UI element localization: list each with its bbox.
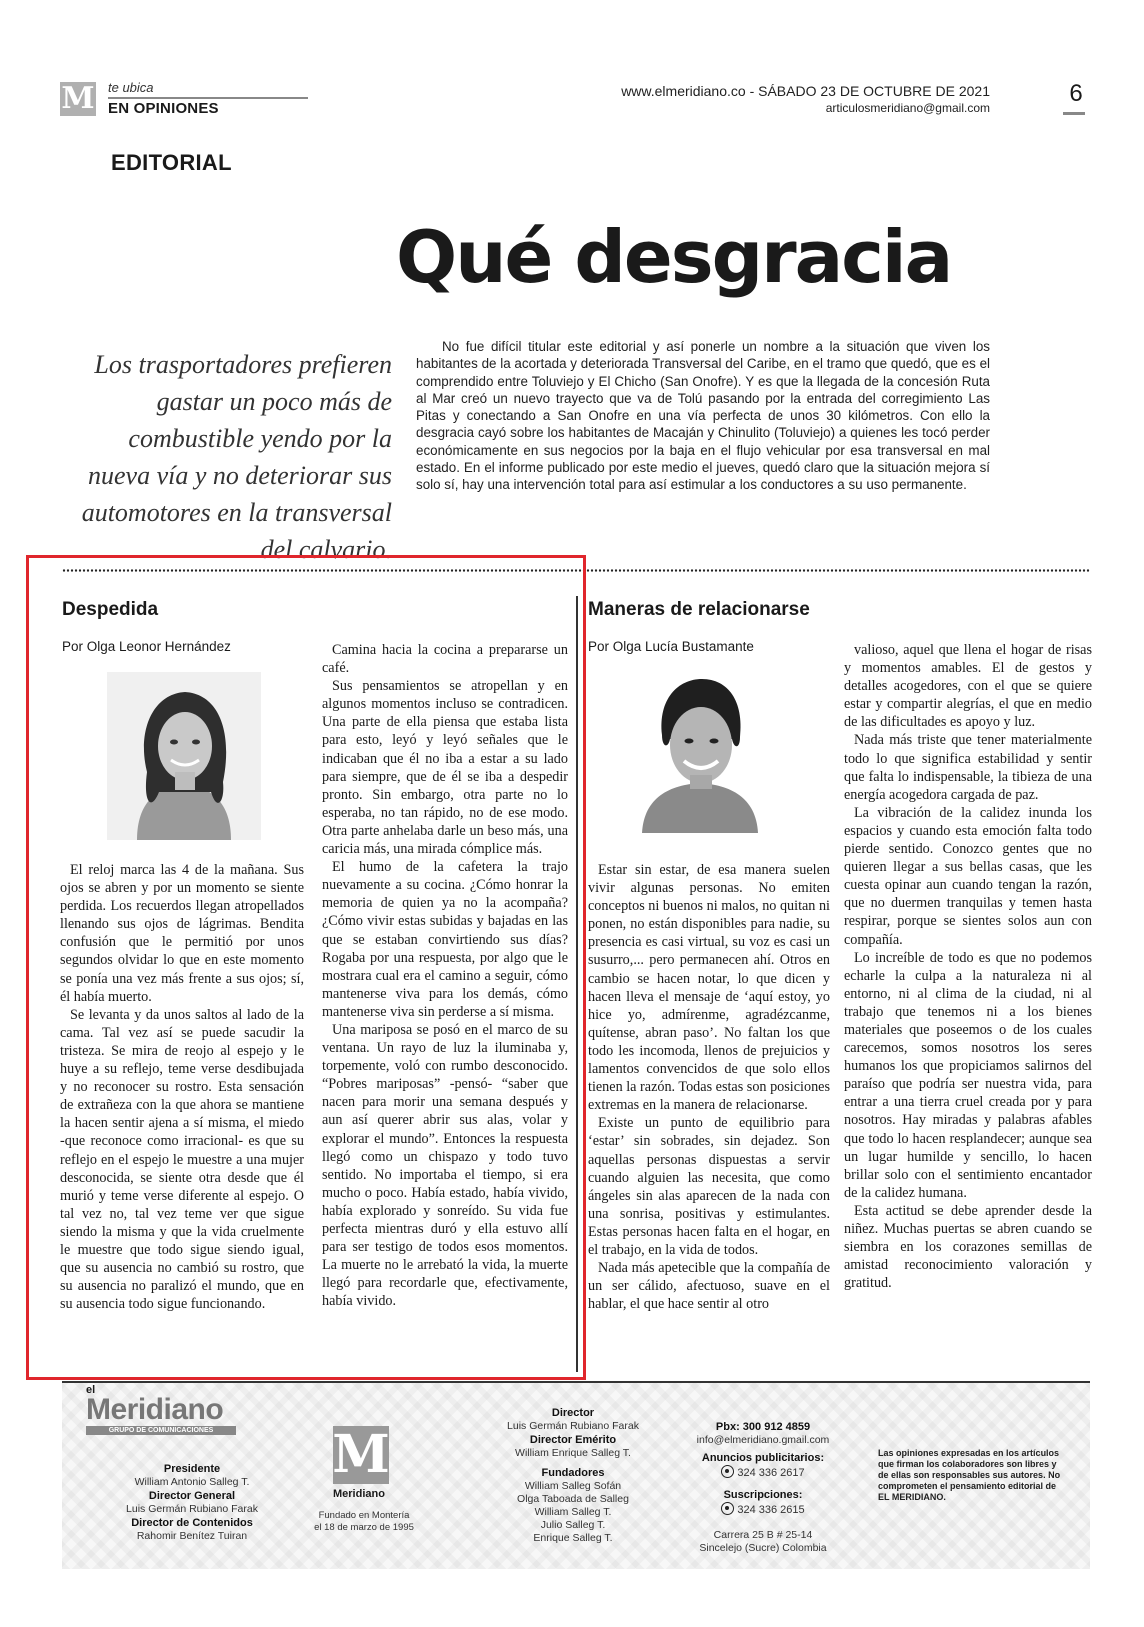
paragraph: Se levanta y da unos saltos al lado de la cama. Tal vez así se puede sacudir la tristeza. Se mira de reojo al espejo y le huye a su reflejo, teme verse desdibujada y no reconocer su rostro. Esta sensación de extrañeza con la que ahora se mantiene la hacen sentir ajena a sí misma, el miedo -que reconoce como irracional- es que su reflejo en el espejo le muestre a una mujer desconocida, se siente otra desde que él murió y teme verse diferente al espejo. O tal vez no, tal vez teme ver que sigue siendo la misma y que la vida cruelmente le muestre que todo sigue siendo igual, que su ausencia no cambió su rostro, que su ausencia no paralizó el mundo, que en su ausencia todo sigue funcionando. [60, 1006, 304, 1313]
section-tag-small: te ubica [108, 80, 154, 95]
editorial-pullquote: Los trasportadores prefieren gastar un poco más de combustible yendo por la nueva vía y no deteriorar sus automotores en la transversal del calvario. [81, 350, 392, 564]
suscripciones-phone-row [678, 1502, 848, 1517]
site-date: www.elmeridiano.co - SÁBADO 23 DE OCTUBRE DE 2021 [621, 83, 990, 99]
address-line-2: Sincelejo (Sucre) Colombia [699, 1542, 827, 1554]
whatsapp-icon [721, 1465, 734, 1478]
editorial-body-text: No fue difícil titular este editorial y así ponerle un nombre a la situación que viven los habitantes de la acortada y deteriorada Transversal del Caribe, en el tramo que quedó, que es el comprendido entre Toluviejo y El Chicho (San Onofre). Y es que la llegada de la concesión Ruta al Mar creó un nuevo trayecto que va de Tolú pasando por la entrada del corregimiento Las Pitas y conectando a San Onofre en una vía perfecta de unos 30 kilómetros. Con ello la desgracia cayó sobre los habitantes de Macaján y Chinulito (Toluviejo) a quienes les tocó perder económicamente en sus negocios por la baja en el flujo vehicular por esa transversal en mal estado. En el informe publicado por este medio el jueves, quedó claro que la situación mejora sí solo sí, hay una intervención total para así estimular a los conductores a su uso permanente. [416, 339, 990, 493]
director-label: Director [551, 1407, 595, 1419]
section-title: EDITORIAL [111, 150, 232, 175]
fundadores-label: Fundadores [541, 1467, 605, 1479]
page-number-rule [1063, 112, 1085, 115]
anuncios-phone: 324 336 2617 [737, 1467, 805, 1479]
director-emerito-label: Director Emérito [529, 1434, 617, 1446]
anuncios-phone-row [678, 1465, 848, 1480]
paragraph: Una mariposa se posó en el marco de su ventana. Un rayo de luz la iluminaba y, torpemente, voló con rumbo desconocido. “Pobres mariposas” -pensó- “saber que nacen para morir una semana después y aun así querer abrir sus alas, volar y explorar el mundo”. Entonces la respuesta llegó como un chispazo y todo tuvo sentido. No importaba el tiempo, si era mucho o poco. Había estado, había vivido, había explorado y sonreído. Su vida fue perfecta mientras duró y ella estuvo allí para ser testigo de todos esos momentos. La muerte no le arrebató la vida, la muerte llegó para recordarle que, efectivamente, había vivido. [322, 1021, 568, 1310]
whatsapp-icon [721, 1502, 734, 1515]
address-line-1: Carrera 25 B # 25-14 [713, 1529, 813, 1541]
highlight-frame [26, 555, 586, 1380]
fundador: Olga Taboada de Salleg [517, 1493, 629, 1505]
fundador: William Salleg T. [534, 1506, 612, 1518]
column-title-despedida: Despedida [62, 599, 159, 620]
founded-line-1: Fundado en Montería [318, 1510, 410, 1521]
info-email: info@elmeridiano.gmail.com [696, 1434, 830, 1446]
contact-email: articulosmeridiano@gmail.com [825, 101, 990, 115]
section-tag-name: EN OPINIONES [108, 100, 219, 117]
author-photo-olga-lucia [622, 665, 778, 833]
anuncios-label: Anuncios publicitarios: [701, 1452, 825, 1464]
paragraph: La vibración de la calidez inunda los espacios y cuando esta emoción falta todo pierde sentido. Conozco gentes que no quieren llegar a sus bellas casas, que les cuesta opinar aun cuando tengan la razón, que no duermen tranquilas y temen hasta respirar, porque se sientes solos aun con compañía. [844, 804, 1092, 948]
fundador: Julio Salleg T. [540, 1519, 606, 1531]
director-general-name: Luis Germán Rubiano Farak [126, 1503, 258, 1515]
pbx: Pbx: 300 912 4859 [715, 1421, 811, 1433]
director-contenidos-label: Director de Contenidos [131, 1517, 253, 1529]
fundador: William Salleg Sofán [524, 1480, 622, 1492]
founded-line-2: el 18 de marzo de 1995 [314, 1522, 414, 1533]
brand-prefix: el [86, 1384, 96, 1396]
column-title-maneras: Maneras de relacionarse [588, 599, 810, 620]
brand-subtitle: GRUPO DE COMUNICACIONES [86, 1426, 236, 1435]
paragraph: Sus pensamientos se atropellan y en algunos momentos incluso se contradicen. Una parte de ella piensa que estaba lista para esto, leyó y leyó señales que le indicaban que él no iba a estar a su lado para siempre, que de él se iba a despedir pronto. Sin embargo, otra parte no lo esperaba, no tan rápido, no de ese modo. Otra parte anhelaba darle un beso más, una caricia más, una mirada cómplice más. [322, 678, 568, 858]
center-brand-name: Meridiano [333, 1488, 385, 1500]
paragraph: El reloj marca las 4 de la mañana. Sus ojos se abren y por un momento se siente perdida. Los recuerdos llegan atropellados llenando sus ojos de lágrimas. Bendita confusión que le permitió por unos segundos olvidar lo que en este momento se ponía una vez más frente a sus ojos; sí, él había muerto. [60, 862, 304, 1005]
opinion-disclaimer: Las opiniones expresadas en los artículos que firman los colaboradores son libres y de ellas son responsables sus autores. No comprometen el pensamiento editorial de EL MERIDIANO. [878, 1448, 1061, 1502]
suscripciones-label: Suscripciones: [723, 1489, 803, 1501]
paragraph: Esta actitud se debe aprender desde la niñez. Muchas puertas se abren cuando se siembra en los corazones semillas de amistad reconocimiento valoración y gratitud. [844, 1202, 1092, 1292]
footer-staff-left [82, 1462, 302, 1543]
fundador: Enrique Salleg T. [533, 1532, 613, 1544]
author-portrait-icon [622, 665, 778, 833]
presidente-name: William Antonio Salleg T. [134, 1476, 250, 1488]
footer-contact [678, 1420, 848, 1555]
paragraph: Estar sin estar, de esa manera suelen vivir algunas personas. No emiten conceptos ni buenos ni malos, no quitan ni ponen, no están disponibles para nadie, su presencia es casi virtual, su voz es casi un susurro,... pero permanecen ahí. Otros en cambio se hacen notar, lo que dicen y hacen lleva el mensaje de ‘aquí estoy, yo hice yo, admírenme, agradézcanme, quítense, abran paso’. No faltan los que todo les incomoda, llenos de prejuicios y lamentos convencidos de que solo ellos tienen la razón. Todas estas son posiciones extremas en la manera de relacionarse. [588, 862, 830, 1114]
suscripciones-phone: 324 336 2615 [737, 1504, 805, 1516]
meridiano-center-logo-icon: M [332, 1424, 390, 1485]
column-author-despedida: Por Olga Leonor Hernández [62, 639, 231, 654]
brand-logo: Meridiano [86, 1393, 224, 1426]
presidente-label: Presidente [163, 1463, 221, 1475]
meridiano-logo-icon: M [61, 81, 95, 116]
founded-info [306, 1510, 422, 1534]
director-name: Luis Germán Rubiano Farak [507, 1420, 639, 1432]
paragraph: El humo de la cafetera la trajo nuevamente a su cocina. ¿Cómo honrar la memoria de quien ya no la acompaña? ¿Cómo vivir estas subidas y bajadas en las que se estaban convirtiendo sus días? Rogaba por una respuesta, por algo que le mostrara cual era el camino a seguir, cómo mantenerse viva para los demás, cómo mantenerse viva sin perderse a sí misma. [322, 859, 568, 1020]
column-text-maneras-1 [588, 861, 830, 1313]
footer-staff-center [478, 1406, 668, 1545]
column-text-maneras-2 [844, 641, 1092, 1292]
editorial-body [416, 338, 990, 494]
director-contenidos-name: Rahomir Benítez Tuiran [136, 1530, 248, 1542]
director-emerito-name: William Enrique Salleg T. [515, 1447, 631, 1459]
paragraph: valioso, aquel que llena el hogar de risas y momentos amables. El de gestos y detalles acogedores, con el que se quiere estar y compartir alegrías, el que en medio de las dificultades es apoyo y luz. [844, 642, 1092, 731]
page-number: 6 [1069, 80, 1083, 107]
column-author-maneras: Por Olga Lucía Bustamante [588, 639, 754, 654]
section-tag [108, 80, 308, 119]
director-general-label: Director General [148, 1490, 236, 1502]
paragraph: Camina hacia la cocina a prepararse un café. [322, 642, 568, 677]
paragraph: Existe un punto de equilibrio para ‘estar’ sin sobrades, sin dejadez. Son aquellas personas dispuestas a servir cuando alguien las necesita, que como ángeles sin alas aparecen de la nada con una sonrisa, positivas y estimulantes. Estas personas hacen falta en el hogar, en el trabajo, en la vida de todos. [588, 1115, 830, 1258]
paragraph: Nada más apetecible que la compañía de un ser cálido, afectuoso, suave en el hablar, el que hace sentir al otro [588, 1260, 830, 1313]
header-info [621, 82, 990, 116]
paragraph: Nada más triste que tener materialmente todo lo que significa estabilidad y sentir que falta lo indispensable, la tibieza de una energía acogedora cargada de paz. [844, 732, 1092, 803]
editorial-headline: Qué desgracia [396, 215, 952, 299]
paragraph: Lo increíble de todo es que no podemos echarle la culpa a la naturaleza ni al entorno, ni al clima de la ciudad, ni al trabajo que tenemos ni a los bienes materiales que poseemos o de los cuales carecemos, somos nosotros los seres humanos los que propiciamos salirnos del paraíso que podría ser nuestra vida, para entrar a una tierra cruel creada por y para nosotros. Hay miradas y palabras afables que todo lo hacen resplandecer; aunque sea un lugar humilde y sencillo, lo hacen brillar solo con el sentimiento encantador de la calidez humana. [844, 949, 1092, 1201]
